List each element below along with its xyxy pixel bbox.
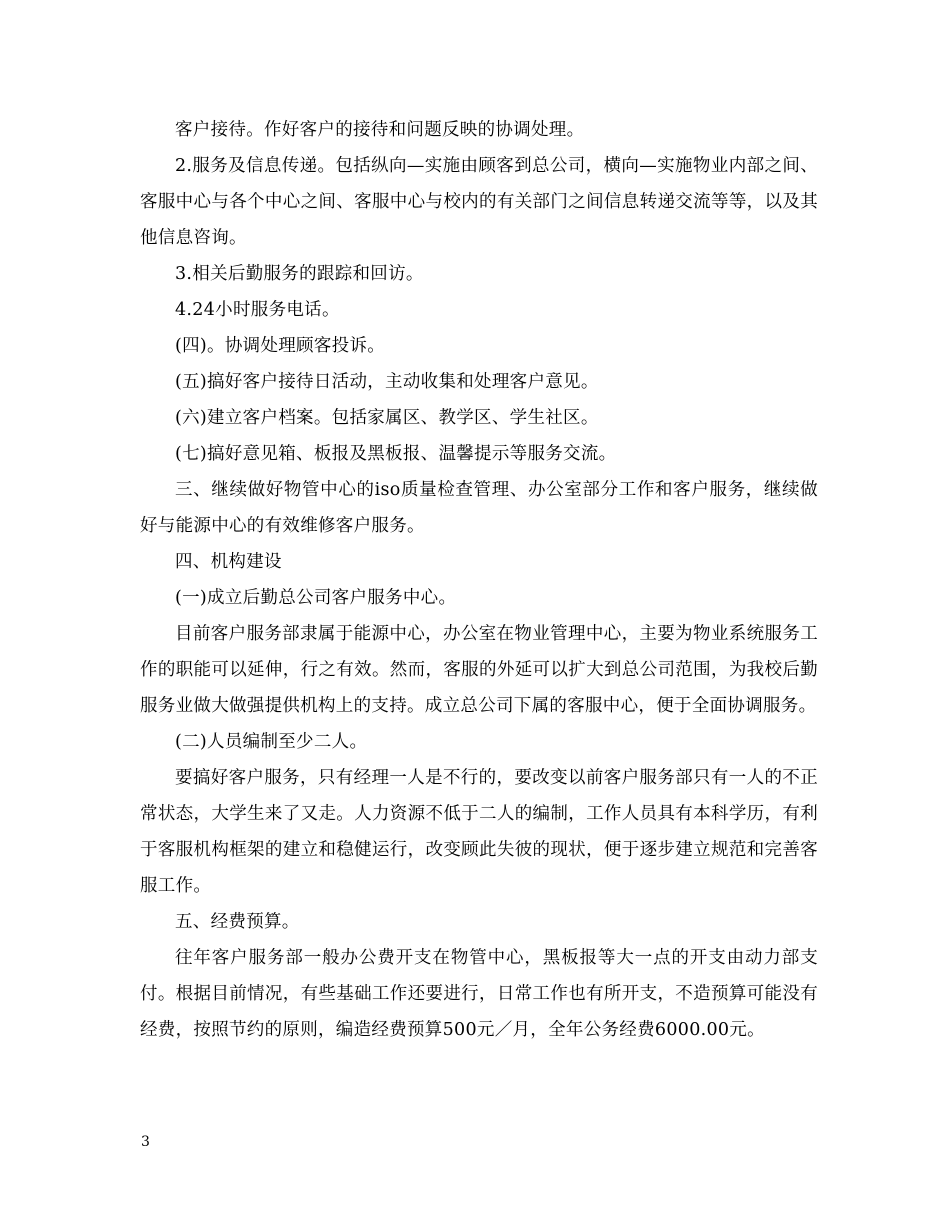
paragraph: (五)搞好客户接待日活动，主动收集和处理客户意见。 xyxy=(175,372,599,392)
section-heading: 五、经费预算。 xyxy=(175,912,300,932)
paragraph: (六)建立客户档案。包括家属区、教学区、学生社区。 xyxy=(175,408,599,428)
section-heading: 四、机构建设 xyxy=(175,552,282,572)
paragraph: 2.服务及信息传递。包括纵向—实施由顾客到总公司，横向—实施物业内部之间、客服中心与各个中心之间、客服中心与校内的有关部门之间信息转递交流等等，以及其他信息咨询。 xyxy=(140,156,818,248)
paragraph: 客户接待。作好客户的接待和问题反映的协调处理。 xyxy=(175,120,585,140)
paragraph: 4.24小时服务电话。 xyxy=(175,300,340,320)
paragraph: (二)人员编制至少二人。 xyxy=(175,732,368,752)
document-body xyxy=(140,112,818,1048)
page-number: 3 xyxy=(141,1134,150,1150)
paragraph: (一)成立后勤总公司客户服务中心。 xyxy=(175,588,457,608)
paragraph: 目前客户服务部隶属于能源中心，办公室在物业管理中心，主要为物业系统服务工作的职能可以延伸，行之有效。然而，客服的外延可以扩大到总公司范围，为我校后勤服务业做大做强提供机构上的支持。成立总公司下属的客服中心，便于全面协调服务。 xyxy=(140,624,818,716)
paragraph: 三、继续做好物管中心的iso质量检查管理、办公室部分工作和客户服务，继续做好与能源中心的有效维修客户服务。 xyxy=(140,480,818,536)
paragraph: 3.相关后勤服务的跟踪和回访。 xyxy=(175,264,424,284)
paragraph: (七)搞好意见箱、板报及黑板报、温馨提示等服务交流。 xyxy=(175,444,617,464)
paragraph: (四)。协调处理顾客投诉。 xyxy=(175,336,386,356)
paragraph: 往年客户服务部一般办公费开支在物管中心，黑板报等大一点的开支由动力部支付。根据目前情况，有些基础工作还要进行，日常工作也有所开支，不造预算可能没有经费，按照节约的原则，编造经费预算500元／月，全年公务经费6000.00元。 xyxy=(140,948,818,1040)
paragraph: 要搞好客户服务，只有经理一人是不行的，要改变以前客户服务部只有一人的不正常状态，大学生来了又走。人力资源不低于二人的编制，工作人员具有本科学历，有利于客服机构框架的建立和稳健运行，改变顾此失彼的现状，便于逐步建立规范和完善客服工作。 xyxy=(140,768,818,896)
